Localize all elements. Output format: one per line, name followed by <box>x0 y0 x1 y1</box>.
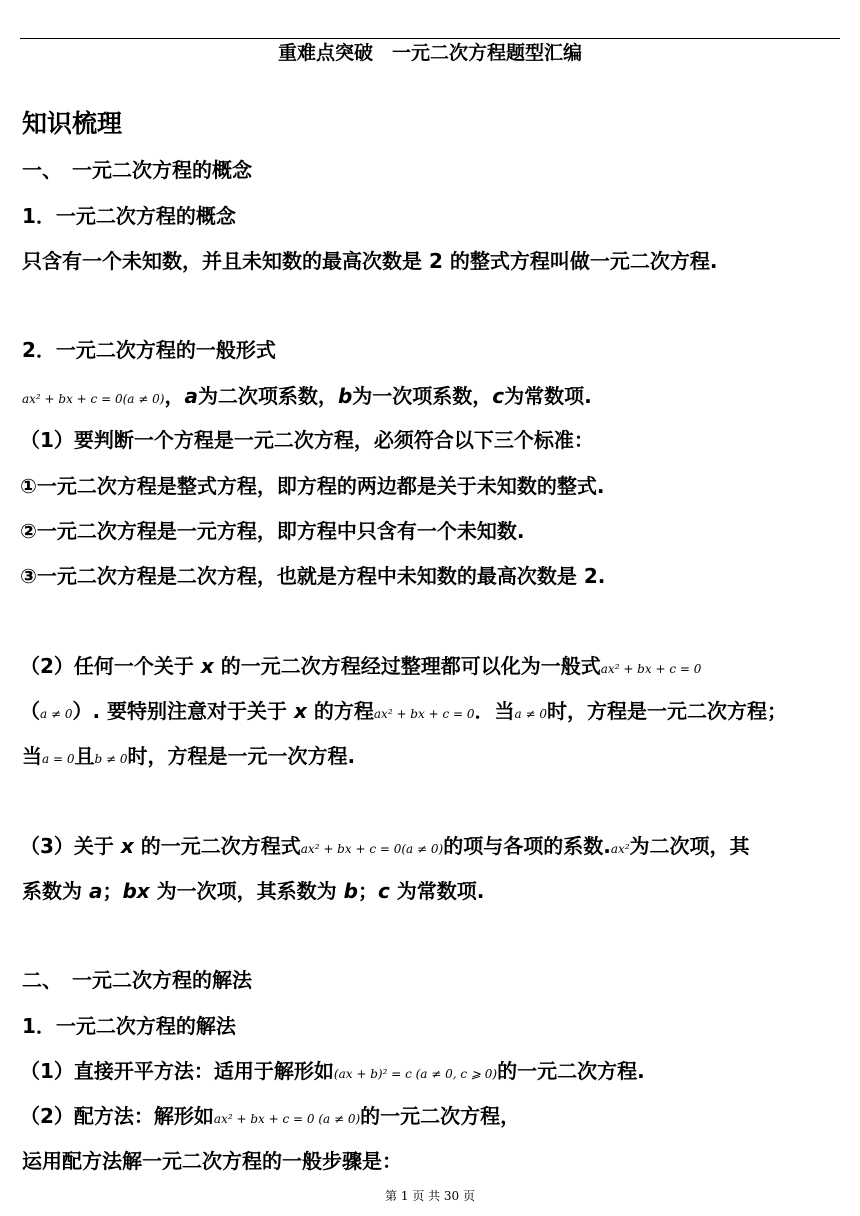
text: （2）配方法：解形如 <box>20 1104 214 1128</box>
formula: ax² + bx + c = 0 <box>373 707 475 721</box>
text: （1）直接开平方法：适用于解形如 <box>20 1059 334 1083</box>
formula: ax² <box>610 842 630 856</box>
text: （3）关于 <box>20 834 121 858</box>
method-2-steps-intro: 运用配方法解一元二次方程的一般步骤是： <box>22 1149 402 1173</box>
text: 为常数项. <box>504 384 592 408</box>
section-2-title: 二、 一元二次方程的解法 <box>22 968 252 992</box>
text: ．当 <box>474 699 515 723</box>
criterion-2: ②一元二次方程是一元方程，即方程中只含有一个未知数. <box>20 519 525 543</box>
var-x: x <box>294 699 307 723</box>
method-1-line <box>20 1058 645 1087</box>
criterion-3: ③一元二次方程是二次方程，也就是方程中未知数的最高次数是 2. <box>20 564 606 588</box>
var-x: x <box>200 654 214 678</box>
var-b: b <box>337 384 353 408</box>
text: 为一次项，其系数为 <box>149 879 344 903</box>
formula: a ≠ 0 <box>40 707 73 721</box>
note-3-line-2 <box>22 878 484 904</box>
page-number: 第 1 页 共 30 页 <box>385 1189 475 1203</box>
text: ； <box>102 879 123 903</box>
text: 的一元二次方程. <box>497 1059 645 1083</box>
var-bx: bx <box>122 879 150 903</box>
formula: a ≠ 0 <box>514 707 547 721</box>
formula: (ax + b)² = c (a ≠ 0, c ⩾ 0) <box>333 1067 498 1081</box>
text: 且 <box>74 744 95 768</box>
var-c: c <box>377 879 390 903</box>
text: （ <box>20 699 40 723</box>
text: 的一元二次方程式 <box>133 834 301 858</box>
note-2-line-3 <box>22 743 355 772</box>
method-2-line <box>20 1103 520 1132</box>
note-3-line-1 <box>20 833 750 862</box>
text: 的一元二次方程， <box>360 1104 521 1128</box>
var-x: x <box>120 834 134 858</box>
text: 为一次项系数， <box>352 384 493 408</box>
criterion-1: ①一元二次方程是整式方程，即方程的两边都是关于未知数的整式. <box>20 474 605 498</box>
text: 时，方程是一元一次方程. <box>127 744 356 768</box>
formula: ax² + bx + c = 0 <box>600 662 702 676</box>
text: ）. 要特别注意对于关于 <box>72 699 295 723</box>
subsection-solutions-title: 1．一元二次方程的解法 <box>22 1014 236 1038</box>
text: 为二次项，其 <box>629 834 750 858</box>
text: 当 <box>22 744 42 768</box>
general-form-line <box>22 383 592 412</box>
general-form-formula: ax² + bx + c = 0(a ≠ 0) <box>22 392 165 406</box>
subsection-1-title: 1．一元二次方程的概念 <box>22 204 236 228</box>
text: 为二次项系数， <box>197 384 338 408</box>
section-1-title: 一、 一元二次方程的概念 <box>22 158 252 182</box>
var-a: a <box>184 384 198 408</box>
text: （2）任何一个关于 <box>20 654 201 678</box>
text: 的一元二次方程经过整理都可以化为一般式 <box>213 654 601 678</box>
header-rule <box>20 38 840 39</box>
text: 的方程 <box>306 699 374 723</box>
var-b: b <box>343 879 358 903</box>
text: 的项与各项的系数. <box>443 834 611 858</box>
var-c: c <box>492 384 505 408</box>
formula: b ≠ 0 <box>94 752 128 766</box>
subsection-2-title: 2．一元二次方程的一般形式 <box>22 338 276 362</box>
text: ， <box>164 384 185 408</box>
text: 系数为 <box>22 879 89 903</box>
note-2-line-1 <box>20 653 701 682</box>
text: 时，方程是一元二次方程； <box>546 699 787 723</box>
formula: ax² + bx + c = 0 (a ≠ 0) <box>213 1112 361 1126</box>
var-a: a <box>88 879 103 903</box>
text: 为常数项. <box>389 879 485 903</box>
section-heading: 知识梳理 <box>22 109 123 138</box>
formula: a = 0 <box>42 752 75 766</box>
text: ； <box>357 879 378 903</box>
note-2-line-2 <box>20 698 787 727</box>
criteria-intro: （1）要判断一个方程是一元二次方程，必须符合以下三个标准： <box>20 428 594 452</box>
definition-text: 只含有一个未知数，并且未知数的最高次数是 2 的整式方程叫做一元二次方程. <box>22 249 718 273</box>
page-title: 重难点突破 一元二次方程题型汇编 <box>277 42 582 64</box>
formula: ax² + bx + c = 0(a ≠ 0) <box>300 842 444 856</box>
